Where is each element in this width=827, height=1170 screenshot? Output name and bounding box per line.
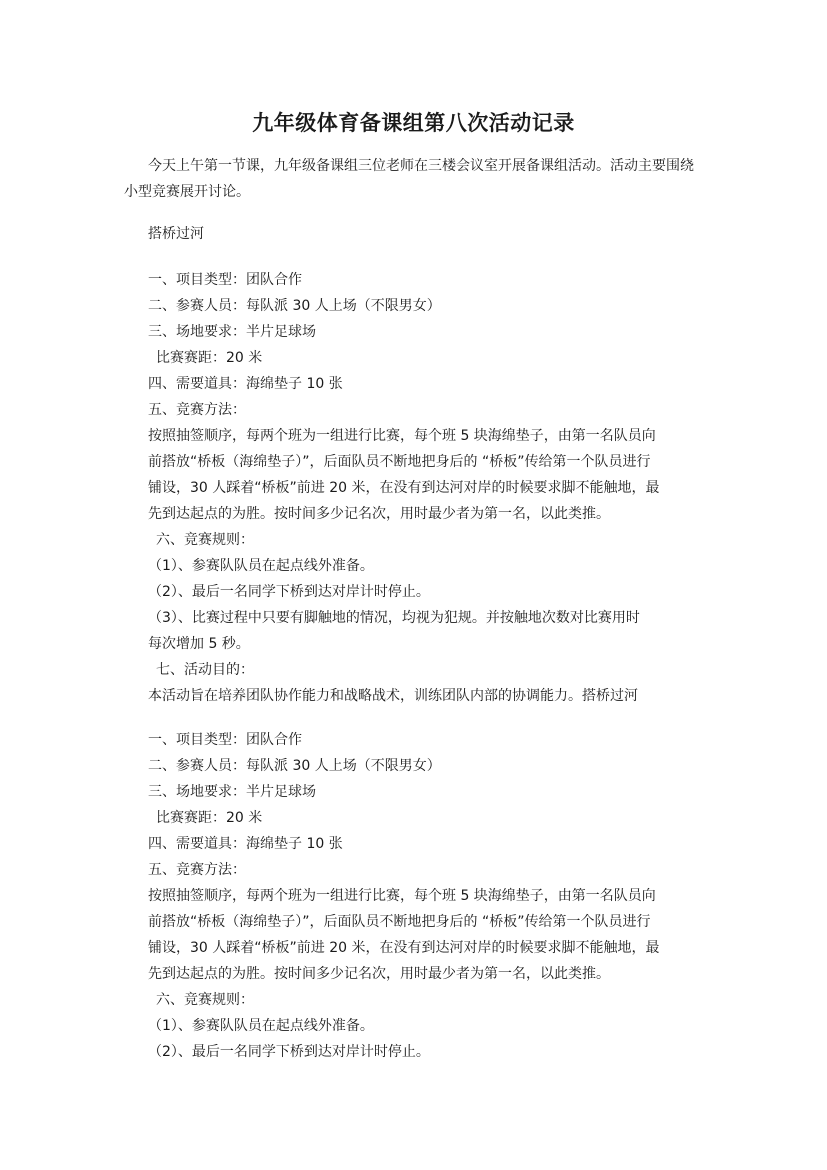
item-type: 一、项目类型：团队合作 xyxy=(148,732,302,748)
item-venue: 三、场地要求：半片足球场 xyxy=(148,324,316,340)
page-title: 九年级体育备课组第八次活动记录 xyxy=(252,111,575,135)
item-venue: 三、场地要求：半片足球场 xyxy=(148,784,316,800)
method-line: 前搭放“桥板（海绵垫子）”，后面队员不断地把身后的 “桥板”传给第一个队员进行 xyxy=(148,914,651,930)
rule-item: （2）、最后一名同学下桥到达对岸计时停止。 xyxy=(148,584,430,600)
rule-item: （1）、参赛队队员在起点线外准备。 xyxy=(148,558,374,574)
item-type: 一、项目类型：团队合作 xyxy=(148,272,302,288)
item-participants: 二、参赛人员：每队派 30 人上场（不限男女） xyxy=(148,758,441,774)
method-line: 按照抽签顺序，每两个班为一组进行比赛，每个班 5 块海绵垫子，由第一名队员向 xyxy=(148,888,656,904)
goal-heading: 七、活动目的： xyxy=(156,662,254,678)
method-line: 铺设，30 人踩着“桥板”前进 20 米，在没有到达河对岸的时候要求脚不能触地，最 xyxy=(148,940,660,956)
goal-text: 本活动旨在培养团队协作能力和战略战术，训练团队内部的协调能力。搭桥过河 xyxy=(148,688,638,704)
method-line: 先到达起点的为胜。按时间多少记名次，用时最少者为第一名，以此类推。 xyxy=(148,506,610,522)
item-props: 四、需要道具：海绵垫子 10 张 xyxy=(148,376,343,392)
section-1 xyxy=(148,221,708,709)
item-participants: 二、参赛人员：每队派 30 人上场（不限男女） xyxy=(148,298,441,314)
item-distance: 比赛赛距：20 米 xyxy=(156,810,263,826)
intro-paragraph: 今天上午第一节课，九年级备课组三位老师在三楼会议室开展备课组活动。活动主要围绕小型竞赛展开讨论。 xyxy=(124,158,694,200)
method-line: 前搭放“桥板（海绵垫子）”，后面队员不断地把身后的 “桥板”传给第一个队员进行 xyxy=(148,454,651,470)
item-method-heading: 五、竞赛方法： xyxy=(148,862,246,878)
item-props: 四、需要道具：海绵垫子 10 张 xyxy=(148,836,343,852)
method-line: 先到达起点的为胜。按时间多少记名次，用时最少者为第一名，以此类推。 xyxy=(148,966,610,982)
rules-heading: 六、竞赛规则： xyxy=(156,992,254,1008)
rule-item-continued: 每次增加 5 秒。 xyxy=(148,636,250,652)
item-method-heading: 五、竞赛方法： xyxy=(148,402,246,418)
section-heading: 搭桥过河 xyxy=(148,226,204,242)
item-distance: 比赛赛距：20 米 xyxy=(156,350,263,366)
rules-heading: 六、竞赛规则： xyxy=(156,532,254,548)
rule-item: （1）、参赛队队员在起点线外准备。 xyxy=(148,1018,374,1034)
method-line: 铺设，30 人踩着“桥板”前进 20 米，在没有到达河对岸的时候要求脚不能触地，最 xyxy=(148,480,660,496)
section-2 xyxy=(148,727,708,1065)
rule-item: （2）、最后一名同学下桥到达对岸计时停止。 xyxy=(148,1044,430,1060)
rule-item: （3）、比赛过程中只要有脚触地的情况，均视为犯规。并按触地次数对比赛用时 xyxy=(148,610,640,626)
method-line: 按照抽签顺序，每两个班为一组进行比赛，每个班 5 块海绵垫子，由第一名队员向 xyxy=(148,428,656,444)
